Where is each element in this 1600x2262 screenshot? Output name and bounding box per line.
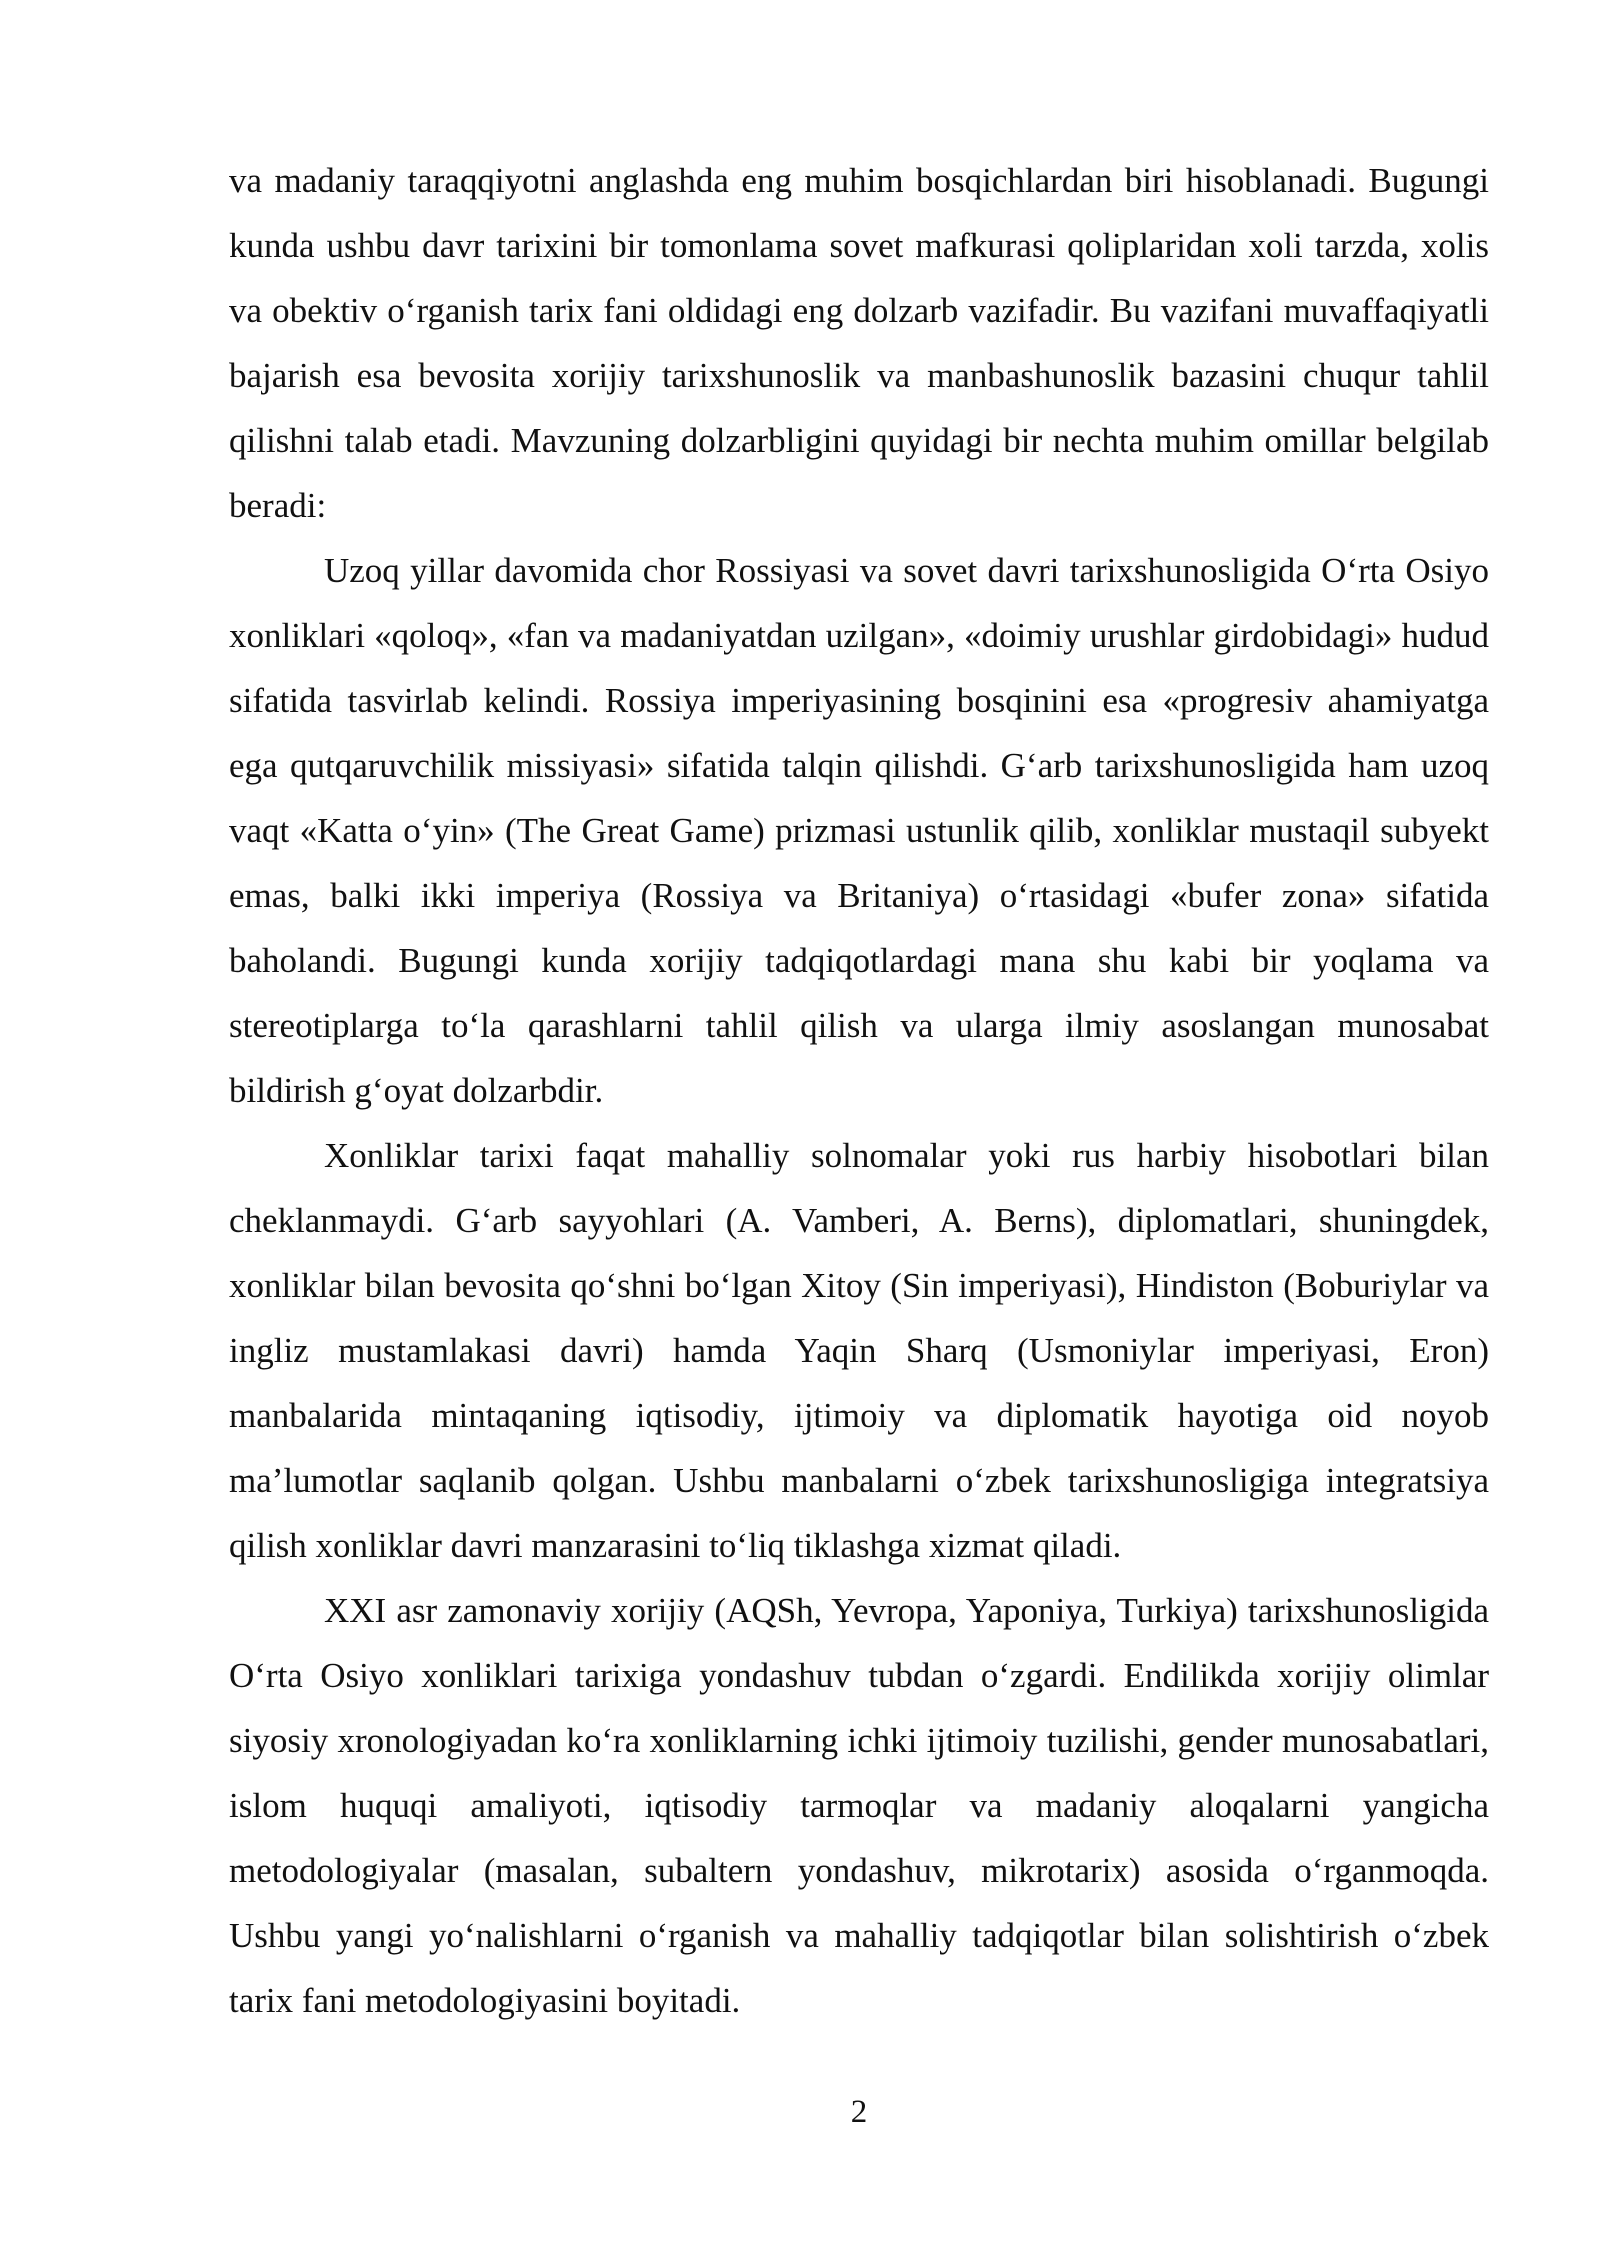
paragraph-modern-approaches: XXI asr zamonaviy xorijiy (AQSh, Yevropa, Yaponiya, Turkiya) tarixshunosligida O‘rta Osiyo xonliklari tarixiga yondashuv tubdan o‘zgardi. Endilikda xorijiy olimlar siyosiy xronologiyadan ko‘ra xonliklarning ichki ijtimoiy tuzilishi, gender munosabatlari, islom huquqi amaliyoti, iqtisodiy tarmoqlar va madaniy aloqalarni yangicha metodologiyalar (masalan, subaltern yondashuv, mikrotarix) asosida o‘rganmoqda. Ushbu yangi yo‘nalishlarni o‘rganish va mahalliy tadqiqotlar bilan solishtirish o‘zbek tarix fani metodologiyasini boyitadi. (229, 1591, 1489, 2020)
paragraph-continuation: va madaniy taraqqiyotni anglashda eng muhim bosqichlardan biri hisoblanadi. Bugungi kunda ushbu davr tarixini bir tomonlama sovet mafkurasi qoliplaridan xoli tarzda, xolis va obektiv o‘rganish tarix fani oldidagi eng dolzarb vazifadir. Bu vazifani muvaffaqiyatli bajarish esa bevosita xorijiy tarixshunoslik va manbashunoslik bazasini chuqur tahlil qilishni talab etadi. Mavzuning dolzarbligini quyidagi bir nechta muhim omillar belgilab beradi: (229, 161, 1489, 525)
paragraph-historiography-stereotypes: Uzoq yillar davomida chor Rossiyasi va sovet davri tarixshunosligida O‘rta Osiyo xonliklari «qoloq», «fan va madaniyatdan uzilgan», «doimiy urushlar girdobidagi» hudud sifatida tasvirlab kelindi. Rossiya imperiyasining bosqinini esa «progresiv ahamiyatga ega qutqaruvchilik missiyasi» sifatida talqin qilishdi. G‘arb tarixshunosligida ham uzoq vaqt «Katta o‘yin» (The Great Game) prizmasi ustunlik qilib, xonliklar mustaqil subyekt emas, balki ikki imperiya (Rossiya va Britaniya) o‘rtasidagi «bufer zona» sifatida baholandi. Bugungi kunda xorijiy tadqiqotlardagi mana shu kabi bir yoqlama va stereotiplarga to‘la qarashlarni tahlil qilish va ularga ilmiy asoslangan munosabat bildirish g‘oyat dolzarbdir. (229, 551, 1489, 1110)
page-number: 2 (850, 2094, 868, 2130)
paragraph-foreign-sources: Xonliklar tarixi faqat mahalliy solnomalar yoki rus harbiy hisobotlari bilan cheklanmaydi. G‘arb sayyohlari (A. Vamberi, A. Berns), diplomatlari, shuningdek, xonliklar bilan bevosita qo‘shni bo‘lgan Xitoy (Sin imperiyasi), Hindiston (Boburiylar va ingliz mustamlakasi davri) hamda Yaqin Sharq (Usmoniylar imperiyasi, Eron) manbalarida mintaqaning iqtisodiy, ijtimoiy va diplomatik hayotiga oid noyob ma’lumotlar saqlanib qolgan. Ushbu manbalarni o‘zbek tarixshunosligiga integratsiya qilish xonliklar davri manzarasini to‘liq tiklashga xizmat qiladi. (229, 1136, 1489, 1565)
document-body (229, 148, 1489, 2033)
